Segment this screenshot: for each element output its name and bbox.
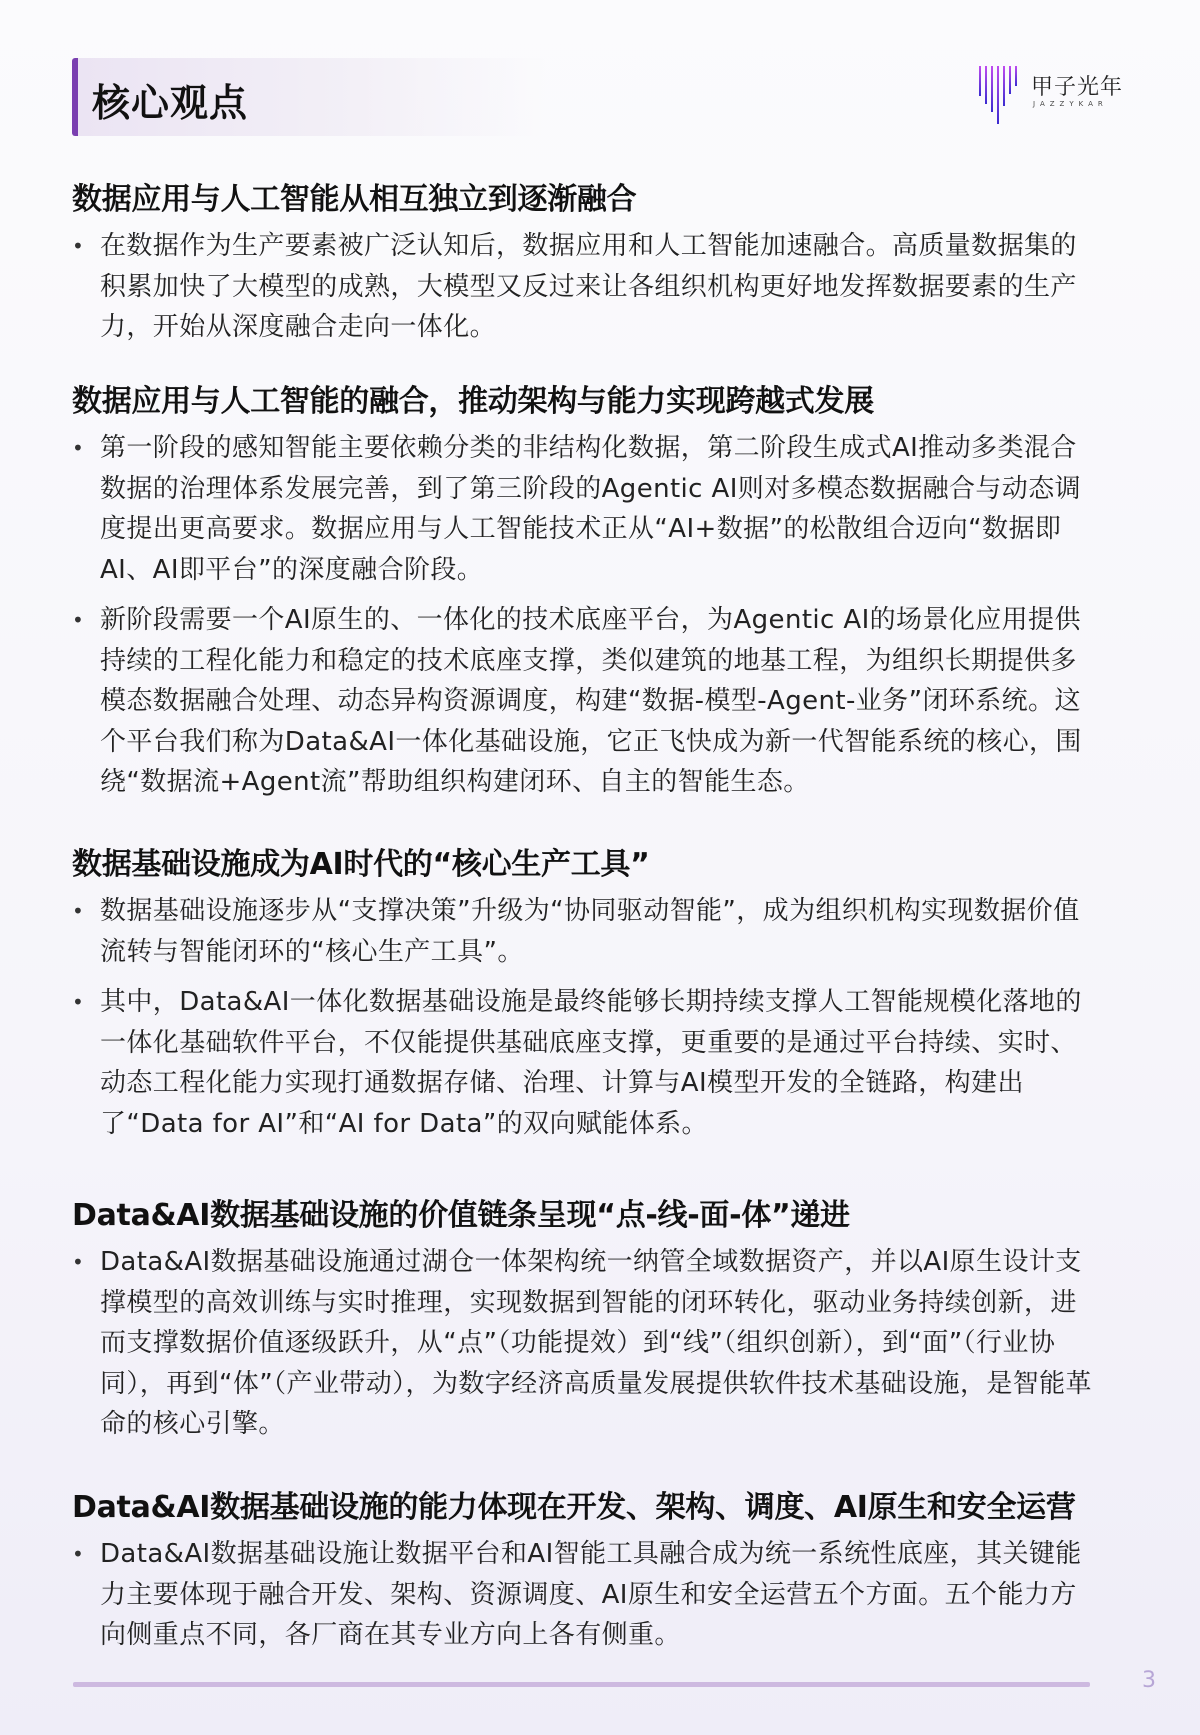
footer-divider [73,1682,1090,1687]
bullet-item: • 在数据作为生产要素被广泛认知后，数据应用和人工智能加速融合。高质量数据集的积累加快了大模型的成熟，大模型又反过来让各组织机构更好地发挥数据要素的生产力，开始从深度融合走向一体化。 [72,226,1095,348]
section-4 [72,1196,1122,1445]
bullet-item: • 数据基础设施逐步从“支撑决策”升级为“协同驱动智能”，成为组织机构实现数据价值流转与智能闭环的“核心生产工具”。 [72,891,1095,972]
logo-subtitle: JAZZYKAR [1033,100,1108,108]
section-heading: Data&AI数据基础设施的价值链条呈现“点-线-面-体”递进 [72,1198,850,1233]
section-heading: 数据应用与人工智能的融合，推动架构与能力实现跨越式发展 [72,384,874,419]
bullet-item: • Data&AI数据基础设施通过湖仓一体架构统一纳管全域数据资产，并以AI原生设计支撑模型的高效训练与实时推理，实现数据到智能的闭环转化，驱动业务持续创新，进而支撑数据价值逐级跃升，从“点”（功能提效）到“线”（组织创新），到“面”（行业协同），再到“体”（产业带动），为数字经济高质量发展提供软件技术基础设施，是智能革命的核心引擎。 [72,1242,1095,1445]
brand-logo [975,64,1135,124]
section-5 [72,1488,1122,1656]
section-2 [72,382,1122,803]
logo-name: 甲子光年 [1031,75,1124,100]
page-number: 3 [1142,1668,1156,1693]
bullet-item: • 新阶段需要一个AI原生的、一体化的技术底座平台，为Agentic AI的场景化应用提供持续的工程化能力和稳定的技术底座支撑，类似建筑的地基工程，为组织长期提供多模态数据融合处理、动态异构资源调度，构建“数据-模型-Agent-业务”闭环系统。这个平台我们称为Data&AI一体化基础设施，它正飞快成为新一代智能系统的核心，围绕“数据流+Agent流”帮助组织构建闭环、自主的智能生态。 [72,600,1095,803]
section-heading: 数据基础设施成为AI时代的“核心生产工具” [72,847,650,882]
section-heading: 数据应用与人工智能从相互独立到逐渐融合 [72,182,637,217]
bullet-item: • 其中，Data&AI一体化数据基础设施是最终能够长期持续支撑人工智能规模化落地的一体化基础软件平台，不仅能提供基础底座支撑，更重要的是通过平台持续、实时、动态工程化能力实现打通数据存储、治理、计算与AI模型开发的全链路，构建出了“Data for AI”和“AI for Data”的双向赋能体系。 [72,982,1095,1144]
section-heading: Data&AI数据基础设施的能力体现在开发、架构、调度、AI原生和安全运营 [72,1490,1076,1525]
section-3 [72,845,1122,1144]
section-1 [72,180,1122,348]
page-title-bar [72,58,547,136]
bullet-item: • Data&AI数据基础设施让数据平台和AI智能工具融合成为统一系统性底座，其关键能力主要体现于融合开发、架构、资源调度、AI原生和安全运营五个方面。五个能力方向侧重点不同，各厂商在其专业方向上各有侧重。 [72,1534,1095,1656]
logo-bars-icon [975,64,1025,124]
bullet-item: • 第一阶段的感知智能主要依赖分类的非结构化数据，第二阶段生成式AI推动多类混合数据的治理体系发展完善，到了第三阶段的Agentic AI则对多模态数据融合与动态调度提出更高要求。数据应用与人工智能技术正从“AI+数据”的松散组合迈向“数据即AI、AI即平台”的深度融合阶段。 [72,428,1095,590]
page-title: 核心观点 [92,81,249,125]
